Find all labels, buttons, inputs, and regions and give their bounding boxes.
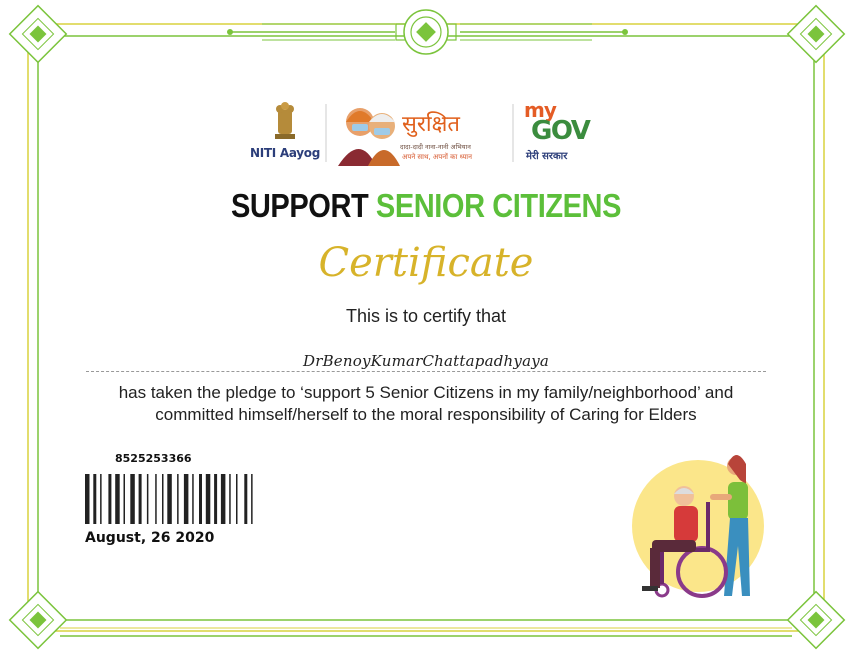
surakshit-tagline-1: दादा-दादी नाना-नानी अभियान xyxy=(400,143,471,151)
headline xyxy=(51,187,801,225)
surakshit-tagline-2: अपने साथ, अपनों का ध्यान xyxy=(402,153,472,161)
certify-line: This is to certify that xyxy=(345,306,507,326)
barcode-bar xyxy=(177,474,179,524)
elderly-couple-icon xyxy=(338,108,400,166)
barcode-bar xyxy=(192,474,194,524)
barcode-number: 8525253366 xyxy=(115,452,192,465)
barcode-bar xyxy=(93,474,96,524)
logo-strip xyxy=(250,100,602,166)
corner-ornament-bottom-right xyxy=(788,592,845,649)
certificate-title: Certificate xyxy=(318,240,534,286)
corner-ornament-bottom-left xyxy=(10,592,67,649)
barcode-bar xyxy=(155,474,157,524)
barcode-bar xyxy=(115,474,120,524)
headline-support: SUPPORT xyxy=(230,187,369,224)
barcode-bar xyxy=(108,474,111,524)
barcode-bar xyxy=(184,474,189,524)
barcode-bar xyxy=(162,474,164,524)
barcode-bar xyxy=(206,474,211,524)
barcode xyxy=(85,474,267,524)
headline-senior-citizens: SENIOR CITIZENS xyxy=(375,187,622,224)
barcode-bar xyxy=(100,474,102,524)
barcode-bar xyxy=(167,474,172,524)
mygov-subtitle: मेरी सरकार xyxy=(526,151,568,162)
mygov-my: my xyxy=(524,98,556,122)
barcode-bar xyxy=(214,474,217,524)
corner-ornament-top-right xyxy=(788,6,845,63)
barcode-bar xyxy=(124,474,126,524)
surakshit-logo-title: सुरक्षित xyxy=(402,112,460,137)
barcode-bar xyxy=(199,474,202,524)
niti-aayog-label: NITI Aayog xyxy=(250,146,321,160)
barcode-bar xyxy=(251,474,253,524)
national-emblem-icon xyxy=(275,102,295,139)
pledge-line-2: committed himself/herself to the moral responsibility of Caring for Elders xyxy=(155,405,697,424)
name-underline xyxy=(86,371,766,372)
barcode-bar xyxy=(139,474,142,524)
corner-ornament-top-left xyxy=(10,6,67,63)
barcode-bar xyxy=(236,474,238,524)
barcode-bar xyxy=(221,474,226,524)
issue-date: August, 26 2020 xyxy=(85,530,215,546)
caregiver-wheelchair-illustration xyxy=(632,450,782,602)
barcode-bar xyxy=(244,474,247,524)
barcode-bar xyxy=(85,474,90,524)
barcode-bar xyxy=(147,474,149,524)
recipient-name: DrBenoyKumarChattapadhyaya xyxy=(302,352,550,370)
pledge-text xyxy=(40,382,812,426)
barcode-bar xyxy=(130,474,135,524)
mygov-gov: GOV xyxy=(531,116,590,146)
barcode-bar xyxy=(229,474,231,524)
pledge-line-1: has taken the pledge to ‘support 5 Senior Citizens in my family/neighborhood’ and xyxy=(118,383,734,402)
